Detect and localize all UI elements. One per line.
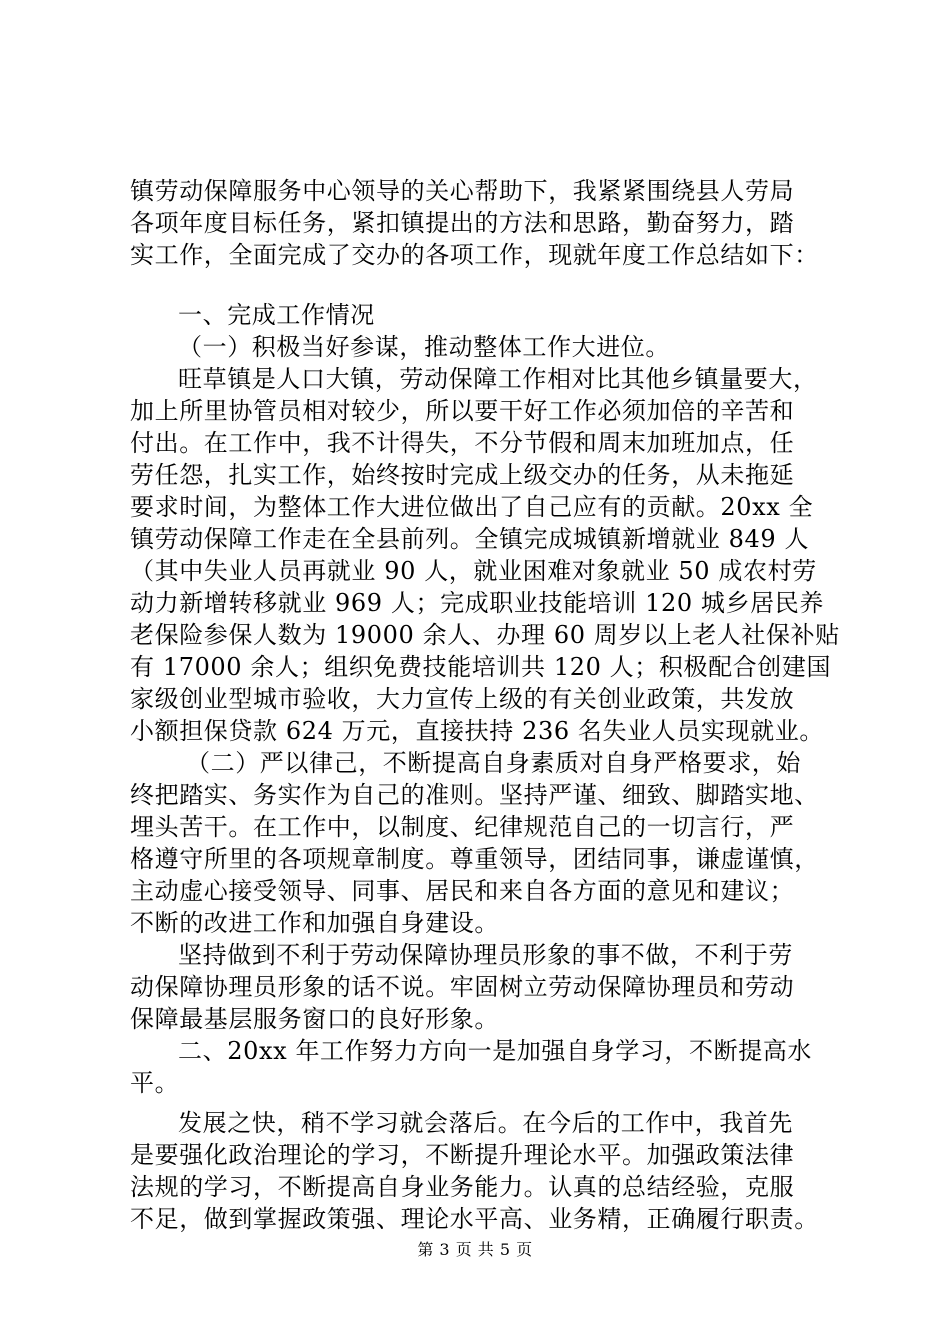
body-text-line: 家级创业型城市验收，大力宣传上级的有关创业政策，共发放 <box>130 685 795 713</box>
body-text-line: 劳任怨，扎实工作，始终按时完成上级交办的任务，从未拖延 <box>130 461 795 489</box>
body-text-line: 加上所里协管员相对较少，所以要干好工作必须加倍的辛苦和 <box>130 397 795 425</box>
body-text-line: 有 17000 余人；组织免费技能培训共 120 人；积极配合创建国 <box>130 653 832 681</box>
body-text-line: 是要强化政治理论的学习，不断提升理论水平。加强政策法律 <box>130 1141 795 1169</box>
section-heading: 一、完成工作情况 <box>178 301 375 329</box>
body-text-line: 格遵守所里的各项规章制度。尊重领导，团结同事，谦虚谨慎， <box>130 845 819 873</box>
body-text-line: 坚持做到不利于劳动保障协理员形象的事不做，不利于劳 <box>178 941 793 969</box>
body-text-line: 旺草镇是人口大镇，劳动保障工作相对比其他乡镇量要大， <box>178 365 818 393</box>
body-text-line: 不足，做到掌握政策强、理论水平高、业务精，正确履行职责。 <box>130 1205 819 1233</box>
body-text-line: （其中失业人员再就业 90 人，就业困难对象就业 50 成农村劳 <box>130 557 817 585</box>
body-text-line: 保障最基层服务窗口的良好形象。 <box>130 1005 499 1033</box>
body-text-line: 老保险参保人数为 19000 余人、办理 60 周岁以上老人社保补贴 <box>130 621 840 649</box>
subsection-heading: （一）积极当好参谋，推动整体工作大进位。 <box>178 333 670 361</box>
body-text-line: 要求时间，为整体工作大进位做出了自己应有的贡献。20xx 全 <box>130 493 814 521</box>
body-text-line: 主动虚心接受领导、同事、居民和来自各方面的意见和建议； <box>130 877 795 905</box>
body-text-line: 埋头苦干。在工作中，以制度、纪律规范自己的一切言行，严 <box>130 813 795 841</box>
body-text-line: 不断的改进工作和加强自身建设。 <box>130 909 499 937</box>
subsection-heading: （二）严以律己，不断提高自身素质对自身严格要求，始 <box>186 749 801 777</box>
body-text-line: 付出。在工作中，我不计得失，不分节假和周末加班加点，任 <box>130 429 795 457</box>
page-footer: 第 3 页 共 5 页 <box>417 1240 533 1259</box>
body-text-line: 动保障协理员形象的话不说。牢固树立劳动保障协理员和劳动 <box>130 973 795 1001</box>
body-text-line: 终把踏实、务实作为自己的准则。坚持严谨、细致、脚踏实地、 <box>130 781 819 809</box>
body-text-line: 小额担保贷款 624 万元，直接扶持 236 名失业人员实现就业。 <box>130 717 824 745</box>
body-text-line: 法规的学习，不断提高自身业务能力。认真的总结经验，克服 <box>130 1173 795 1201</box>
body-text-line: 发展之快，稍不学习就会落后。在今后的工作中，我首先 <box>178 1109 793 1137</box>
section-heading: 二、20xx 年工作努力方向一是加强自身学习，不断提高水 <box>178 1037 813 1065</box>
body-text-line: 实工作，全面完成了交办的各项工作，现就年度工作总结如下： <box>130 241 819 269</box>
body-text-line: 平。 <box>130 1069 180 1097</box>
body-text-line: 镇劳动保障服务中心领导的关心帮助下，我紧紧围绕县人劳局 <box>130 177 795 205</box>
body-text-line: 镇劳动保障工作走在全县前列。全镇完成城镇新增就业 849 人 <box>130 525 810 553</box>
body-text-line: 动力新增转移就业 969 人；完成职业技能培训 120 城乡居民养 <box>130 589 824 617</box>
body-text-line: 各项年度目标任务，紧扣镇提出的方法和思路，勤奋努力，踏 <box>130 209 795 237</box>
